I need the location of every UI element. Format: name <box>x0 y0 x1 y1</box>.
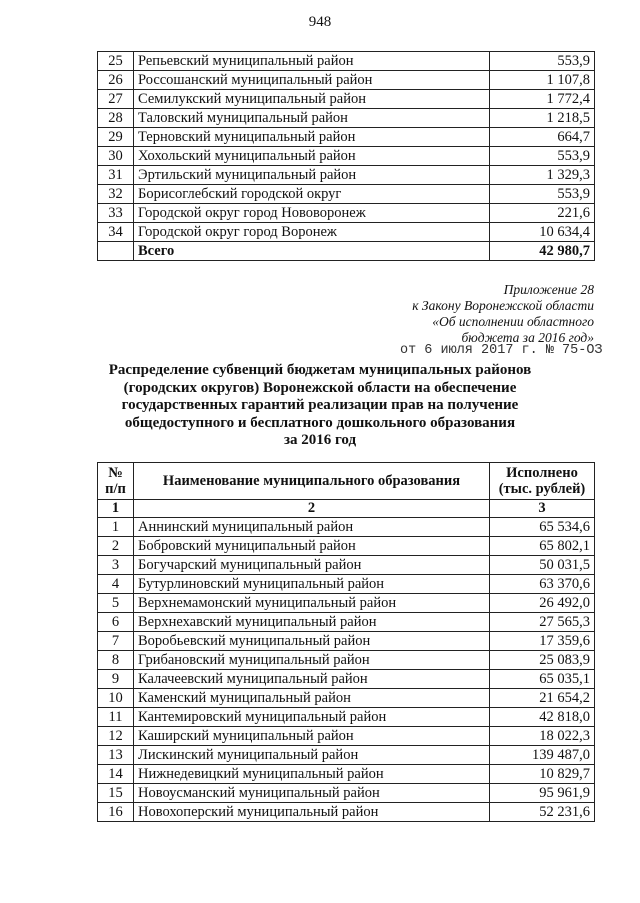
title-line: за 2016 год <box>283 432 357 448</box>
row-number: 1 <box>98 518 134 537</box>
table-row <box>98 727 595 746</box>
row-name: Таловский муниципальный район <box>134 109 490 128</box>
header-num-line2: п/п <box>105 481 126 497</box>
table-row <box>98 52 595 71</box>
column-index-row <box>98 500 595 518</box>
row-name: Нижнедевицкий муниципальный район <box>134 765 490 784</box>
row-value: 553,9 <box>490 52 595 71</box>
annex-line: к Закону Воронежской области <box>412 298 594 313</box>
row-name: Верхнехавский муниципальный район <box>134 613 490 632</box>
row-value: 10 634,4 <box>490 223 595 242</box>
row-number: 27 <box>98 90 134 109</box>
row-name: Эртильский муниципальный район <box>134 166 490 185</box>
row-value: 50 031,5 <box>490 556 595 575</box>
row-number: 32 <box>98 185 134 204</box>
row-value: 65 534,6 <box>490 518 595 537</box>
header-name: Наименование муниципального образования <box>134 463 490 500</box>
row-value: 42 818,0 <box>490 708 595 727</box>
table-row <box>98 765 595 784</box>
row-value: 139 487,0 <box>490 746 595 765</box>
table-row <box>98 708 595 727</box>
row-name: Борисоглебский городской округ <box>134 185 490 204</box>
total-num-cell <box>98 242 134 261</box>
row-value: 21 654,2 <box>490 689 595 708</box>
row-value: 25 083,9 <box>490 651 595 670</box>
table-row <box>98 204 595 223</box>
row-name: Лискинский муниципальный район <box>134 746 490 765</box>
title-line: Распределение субвенций бюджетам муниципальных районов <box>108 362 532 378</box>
row-value: 65 802,1 <box>490 537 595 556</box>
table-row <box>98 71 595 90</box>
row-number: 8 <box>98 651 134 670</box>
row-value: 1 218,5 <box>490 109 595 128</box>
header-num-line1: № <box>108 465 123 481</box>
table-row <box>98 613 595 632</box>
row-value: 63 370,6 <box>490 575 595 594</box>
row-name: Терновский муниципальный район <box>134 128 490 147</box>
table-row <box>98 537 595 556</box>
annex-line: бюджета за 2016 год» <box>461 330 594 345</box>
row-name: Городской округ город Воронеж <box>134 223 490 242</box>
subsidy-distribution-table <box>97 462 595 822</box>
table-row <box>98 689 595 708</box>
row-name: Верхнемамонский муниципальный район <box>134 594 490 613</box>
header-num <box>98 463 134 500</box>
table-row <box>98 670 595 689</box>
row-name: Богучарский муниципальный район <box>134 556 490 575</box>
table-row <box>98 185 595 204</box>
title-line: государственных гарантий реализации прав на получение <box>121 397 519 413</box>
row-name: Хохольский муниципальный район <box>134 147 490 166</box>
title-line: общедоступного и бесплатного дошкольного образования <box>124 414 516 431</box>
table-row <box>98 147 595 166</box>
row-number: 14 <box>98 765 134 784</box>
row-name: Россошанский муниципальный район <box>134 71 490 90</box>
row-name: Городской округ город Нововоронеж <box>134 204 490 223</box>
row-number: 15 <box>98 784 134 803</box>
row-name: Бобровский муниципальный район <box>134 537 490 556</box>
row-number: 4 <box>98 575 134 594</box>
date-stamp: от 6 июля 2017 г. № 75-ОЗ <box>400 343 603 358</box>
row-number: 16 <box>98 803 134 822</box>
annex-note <box>412 282 594 346</box>
table-row <box>98 746 595 765</box>
row-value: 221,6 <box>490 204 595 223</box>
row-number: 11 <box>98 708 134 727</box>
table-body <box>98 518 595 822</box>
index-cell: 2 <box>134 500 490 518</box>
row-number: 6 <box>98 613 134 632</box>
row-value: 95 961,9 <box>490 784 595 803</box>
row-name: Грибановский муниципальный район <box>134 651 490 670</box>
row-value: 1 772,4 <box>490 90 595 109</box>
row-value: 26 492,0 <box>490 594 595 613</box>
table-row <box>98 223 595 242</box>
table-row <box>98 803 595 822</box>
row-number: 30 <box>98 147 134 166</box>
row-number: 10 <box>98 689 134 708</box>
row-number: 13 <box>98 746 134 765</box>
table-row <box>98 109 595 128</box>
row-value: 65 035,1 <box>490 670 595 689</box>
row-name: Новохоперский муниципальный район <box>134 803 490 822</box>
row-number: 29 <box>98 128 134 147</box>
index-cell: 1 <box>98 500 134 518</box>
table-row <box>98 518 595 537</box>
row-name: Аннинский муниципальный район <box>134 518 490 537</box>
index-cell: 3 <box>490 500 595 518</box>
row-name: Семилукский муниципальный район <box>134 90 490 109</box>
annex-line: Приложение 28 <box>503 282 594 297</box>
row-number: 5 <box>98 594 134 613</box>
document-title <box>0 362 640 450</box>
row-number: 12 <box>98 727 134 746</box>
row-value: 17 359,6 <box>490 632 595 651</box>
title-line: (городских округов) Воронежской области на обеспечение <box>123 379 517 396</box>
row-value: 1 329,3 <box>490 166 595 185</box>
row-number: 2 <box>98 537 134 556</box>
total-row <box>98 242 595 261</box>
subsidy-table-continuation <box>97 51 595 261</box>
row-name: Калачеевский муниципальный район <box>134 670 490 689</box>
header-value <box>490 463 595 500</box>
table-row <box>98 651 595 670</box>
row-number: 3 <box>98 556 134 575</box>
table-row <box>98 90 595 109</box>
table-row <box>98 166 595 185</box>
page-number: 948 <box>308 14 332 30</box>
row-name: Бутурлиновский муниципальный район <box>134 575 490 594</box>
total-label: Всего <box>134 242 490 261</box>
table-body <box>98 52 595 242</box>
row-name: Репьевский муниципальный район <box>134 52 490 71</box>
table-header-row <box>98 463 595 500</box>
row-name: Каширский муниципальный район <box>134 727 490 746</box>
row-value: 553,9 <box>490 147 595 166</box>
table-row <box>98 594 595 613</box>
row-value: 10 829,7 <box>490 765 595 784</box>
row-value: 52 231,6 <box>490 803 595 822</box>
header-value-line1: Исполнено <box>506 465 578 481</box>
row-name: Новоусманский муниципальный район <box>134 784 490 803</box>
row-value: 1 107,8 <box>490 71 595 90</box>
annex-line: «Об исполнении областного <box>432 314 594 329</box>
row-value: 18 022,3 <box>490 727 595 746</box>
row-name: Каменский муниципальный район <box>134 689 490 708</box>
header-value-line2: (тыс. рублей) <box>498 481 586 497</box>
row-number: 33 <box>98 204 134 223</box>
table-row <box>98 128 595 147</box>
table-row <box>98 632 595 651</box>
row-number: 26 <box>98 71 134 90</box>
row-number: 31 <box>98 166 134 185</box>
table-row <box>98 575 595 594</box>
row-name: Воробьевский муниципальный район <box>134 632 490 651</box>
row-name: Кантемировский муниципальный район <box>134 708 490 727</box>
row-value: 553,9 <box>490 185 595 204</box>
table-row <box>98 556 595 575</box>
table-row <box>98 784 595 803</box>
row-value: 664,7 <box>490 128 595 147</box>
total-value: 42 980,7 <box>490 242 595 261</box>
row-number: 9 <box>98 670 134 689</box>
row-number: 28 <box>98 109 134 128</box>
row-value: 27 565,3 <box>490 613 595 632</box>
row-number: 25 <box>98 52 134 71</box>
row-number: 7 <box>98 632 134 651</box>
row-number: 34 <box>98 223 134 242</box>
